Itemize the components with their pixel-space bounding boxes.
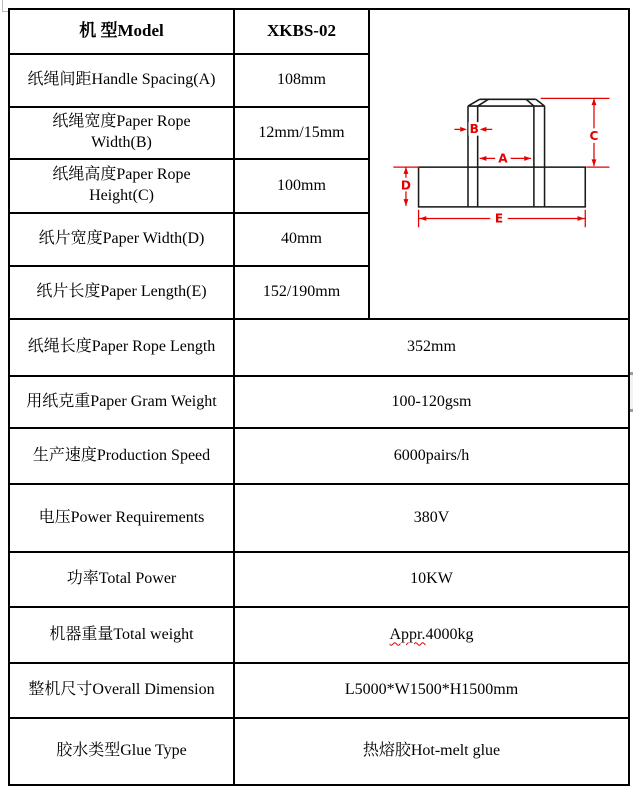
spec-value-cell xyxy=(234,484,629,552)
spec-label-cell xyxy=(9,484,234,552)
spec-value: 10KW xyxy=(410,570,453,588)
spec-label: 纸片长度Paper Length(E) xyxy=(36,283,207,301)
spec-label: 功率Total Power xyxy=(66,570,177,588)
spec-label: 机器重量Total weight xyxy=(49,625,194,643)
spec-label-line: 纸绳宽度Paper Rope xyxy=(52,113,191,131)
spec-label: 用纸克重Paper Gram Weight xyxy=(26,392,217,410)
table-row xyxy=(9,484,629,552)
dim-label-e: E xyxy=(494,211,504,226)
spec-value: 100-120gsm xyxy=(391,392,472,410)
model-value: XKBS-02 xyxy=(267,21,336,41)
dim-c-line xyxy=(541,98,610,167)
spec-label-cell xyxy=(9,107,234,159)
dim-label-a: A xyxy=(498,151,508,166)
spec-label-cell xyxy=(9,54,234,107)
spec-label-cell xyxy=(9,607,234,663)
spec-label: 电压Power Requirements xyxy=(38,508,205,526)
spec-label-line: Width(B) xyxy=(91,134,152,151)
model-value-cell xyxy=(234,9,369,54)
spec-value-misspelled: Appr. xyxy=(389,625,426,643)
dim-label-d: D xyxy=(400,178,411,193)
paper-patch xyxy=(419,167,586,207)
spec-value-cell xyxy=(234,107,369,159)
table-row xyxy=(9,428,629,484)
spec-label-cell xyxy=(9,266,234,319)
spec-value: 4000kg xyxy=(425,625,474,643)
dim-label-b: B xyxy=(469,121,479,136)
spec-value-cell xyxy=(234,159,369,213)
spec-value: 6000pairs/h xyxy=(393,446,470,464)
spec-label: 纸片宽度Paper Width(D) xyxy=(38,230,205,248)
spec-value-cell xyxy=(234,607,629,663)
spec-label: 生产速度Production Speed xyxy=(32,446,211,464)
spec-label-cell xyxy=(9,159,234,213)
spec-label: 胶水类型Glue Type xyxy=(56,742,187,760)
table-row xyxy=(9,319,629,376)
spec-value: 380V xyxy=(413,508,450,526)
spec-label-cell xyxy=(9,718,234,785)
spec-value: 12mm/15mm xyxy=(258,123,345,141)
spec-value-cell xyxy=(234,376,629,428)
spec-label-cell xyxy=(9,428,234,484)
spec-value: L5000*W1500*H1500mm xyxy=(344,681,519,699)
spec-value: 100mm xyxy=(277,176,326,194)
spec-value-cell xyxy=(234,718,629,785)
spec-label: 整机尺寸Overall Dimension xyxy=(28,681,215,699)
table-row xyxy=(9,552,629,607)
spec-value: 152/190mm xyxy=(262,283,341,301)
spec-label-cell xyxy=(9,663,234,718)
spec-label-cell xyxy=(9,319,234,376)
spec-label-cell xyxy=(9,376,234,428)
spec-table xyxy=(8,8,630,786)
spec-value-cell xyxy=(234,319,629,376)
spec-value: 108mm xyxy=(277,71,326,89)
table-row xyxy=(9,718,629,785)
dim-label-c: C xyxy=(589,128,599,143)
handle-top-bevels xyxy=(468,99,545,106)
spec-value: 40mm xyxy=(281,230,322,248)
table-row xyxy=(9,376,629,428)
spec-value-cell xyxy=(234,213,369,266)
spec-label-line: 纸绳高度Paper Rope xyxy=(52,166,191,184)
spec-value-cell xyxy=(234,54,369,107)
spec-value-cell xyxy=(234,428,629,484)
table-row xyxy=(9,663,629,718)
spec-label-cell xyxy=(9,213,234,266)
spec-label: 纸绳间距Handle Spacing(A) xyxy=(27,71,216,89)
model-label-cell xyxy=(9,9,234,54)
table-row xyxy=(9,607,629,663)
table-header-row xyxy=(9,9,629,54)
handle-diagram-cell xyxy=(369,9,629,319)
spec-value: 热熔胶Hot-melt glue xyxy=(362,742,501,760)
handle-diagram xyxy=(373,14,625,314)
spec-label-line: Height(C) xyxy=(89,187,154,204)
model-label: 机 型Model xyxy=(79,21,164,41)
spec-label-cell xyxy=(9,552,234,607)
spec-label: 纸绳长度Paper Rope Length xyxy=(27,338,216,356)
spec-value-cell xyxy=(234,663,629,718)
spec-value-cell xyxy=(234,552,629,607)
spec-value: 352mm xyxy=(407,338,456,356)
spec-value-cell xyxy=(234,266,369,319)
